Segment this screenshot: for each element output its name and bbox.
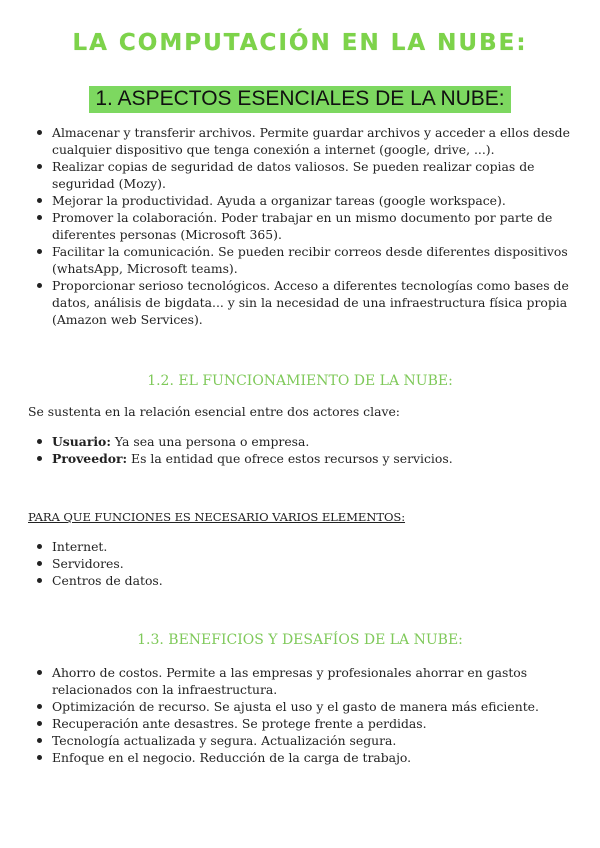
section1-heading: 1. ASPECTOS ESENCIALES DE LA NUBE: xyxy=(89,86,510,113)
bullet-icon xyxy=(37,704,42,709)
list-item xyxy=(28,450,573,467)
section1-list xyxy=(28,124,573,328)
list-item: Proporcionar serioso tecnológicos. Acceso a diferentes tecnologías como bases de datos, análisis de bigdata... y sin la necesidad de una infraestructura física propia (Amazon web Services). xyxy=(28,277,573,328)
bullet-icon xyxy=(37,215,42,220)
bullet-icon xyxy=(37,164,42,169)
elements-list xyxy=(28,538,573,589)
bullet-icon xyxy=(37,198,42,203)
bullet-icon xyxy=(37,130,42,135)
list-item: Internet. xyxy=(28,538,573,555)
list-item: Realizar copias de seguridad de datos valiosos. Se pueden realizar copias de seguridad (Mozy). xyxy=(28,158,573,192)
actors-list xyxy=(28,433,573,467)
section3-list xyxy=(28,664,573,766)
actor-desc: Es la entidad que ofrece estos recursos y servicios. xyxy=(127,451,453,466)
list-item: Almacenar y transferir archivos. Permite guardar archivos y acceder a ellos desde cualquier dispositivo que tenga conexión a internet (google, drive, ...). xyxy=(28,124,573,158)
list-item: Ahorro de costos. Permite a las empresas y profesionales ahorrar en gastos relacionados con la infraestructura. xyxy=(28,664,573,698)
list-item xyxy=(28,433,573,450)
actor-term: Proveedor: xyxy=(52,451,128,466)
section2-heading: 1.2. EL FUNCIONAMIENTO DE LA NUBE: xyxy=(147,373,453,389)
bullet-icon xyxy=(37,738,42,743)
bullet-icon xyxy=(37,578,42,583)
bullet-icon xyxy=(37,721,42,726)
actor-term: Usuario: xyxy=(52,434,111,449)
actor-desc: Ya sea una persona o empresa. xyxy=(110,434,310,449)
list-item: Mejorar la productividad. Ayuda a organizar tareas (google workspace). xyxy=(28,192,573,209)
bullet-icon xyxy=(37,283,42,288)
list-item: Promover la colaboración. Poder trabajar en un mismo documento por parte de diferentes personas (Microsoft 365). xyxy=(28,209,573,243)
document-title: LA COMPUTACIÓN EN LA NUBE: xyxy=(72,30,528,56)
bullet-icon xyxy=(37,456,42,461)
bullet-icon xyxy=(37,755,42,760)
bullet-icon xyxy=(37,439,42,444)
list-item: Servidores. xyxy=(28,555,573,572)
list-item: Enfoque en el negocio. Reducción de la carga de trabajo. xyxy=(28,749,573,766)
bullet-icon xyxy=(37,544,42,549)
list-item: Optimización de recurso. Se ajusta el uso y el gasto de manera más eficiente. xyxy=(28,698,573,715)
section2-intro: Se sustenta en la relación esencial entre dos actores clave: xyxy=(28,404,400,419)
list-item: Recuperación ante desastres. Se protege frente a perdidas. xyxy=(28,715,573,732)
bullet-icon xyxy=(37,670,42,675)
bullet-icon xyxy=(37,561,42,566)
list-item: Facilitar la comunicación. Se pueden recibir correos desde diferentes dispositivos (whatsApp, Microsoft teams). xyxy=(28,243,573,277)
section1-heading-wrap xyxy=(0,86,600,113)
list-item: Centros de datos. xyxy=(28,572,573,589)
elements-title: PARA QUE FUNCIONES ES NECESARIO VARIOS ELEMENTOS: xyxy=(28,510,406,524)
section3-heading: 1.3. BENEFICIOS Y DESAFÍOS DE LA NUBE: xyxy=(137,632,463,648)
list-item: Tecnología actualizada y segura. Actualización segura. xyxy=(28,732,573,749)
bullet-icon xyxy=(37,249,42,254)
